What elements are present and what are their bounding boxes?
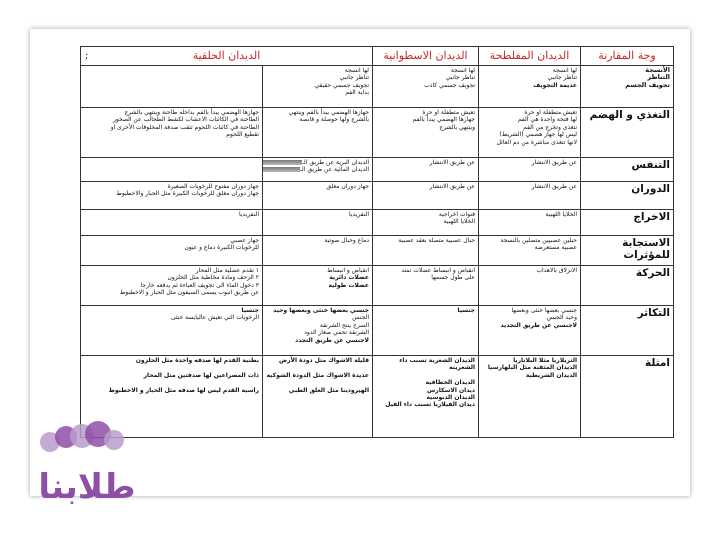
cell-round-excretion: قنوات اخراجية الخلايا اللهبية [373, 210, 479, 236]
cell-flat-examples: التريلاريا مثلا البلاناريا الديدان المثقبة مثل البلهارسيا الديدان الشريطية [479, 356, 581, 438]
row-label-feeding: التغذي و الهضم [581, 108, 674, 158]
cell-seg-breathing: الديدان البرية عن طريق الـ الديدان المائية عن طريق الـ [263, 158, 373, 182]
cell-extra-excretion: النفريديا [81, 210, 263, 236]
stray-mark: ; [85, 50, 89, 61]
table-row [81, 210, 674, 236]
cell-round-response: حبال عصبية متصلة بعقد عصبية [373, 236, 479, 266]
cell-extra-response: جهاز عصبي للرخويات الكبيرة دماغ و عيون [81, 236, 263, 266]
table-row [81, 182, 674, 210]
row-label-breathing: التنفس [581, 158, 674, 182]
cell-seg-examples: قليلة الاشواك مثل دودة الأرض عديدة الاشواك مثل الدودة الشوكيه الهيرودينا مثل العلق الطبي [263, 356, 373, 438]
cell-flat-movement: الانزلاق بالاهداب [479, 266, 581, 306]
redacted-bar [263, 167, 301, 172]
row-label-examples: امثلة [581, 356, 674, 438]
cell-extra-examples: بطنية القدم لها صدفه واحدة مثل الحلزون ذات المصراعين لها صدفتين مثل المحار راسية القدم ليس لها صدفه مثل الحبار و الاخطبوط [81, 356, 263, 438]
cell-seg-tissues: لها انسجة تناظر جانبي تجويف جسمي حقيقي بداية الفم [263, 66, 373, 108]
logo-text: طلابنا [38, 467, 136, 507]
cell-round-examples: الديدان الشعرية تسبب داء الشعرينه الديدان الخطافية ديدان الاسكارس الديدان الدبوسية ديدان الفيلاريا تسبب داء الفيل [373, 356, 479, 438]
header-flatworms: الديدان المفلطحة [479, 47, 581, 66]
header-segmented: الديدان الحلقية ; [81, 47, 373, 66]
cell-round-breathing: عن طريق الانتشار [373, 158, 479, 182]
cell-extra-tissues [81, 66, 263, 108]
cell-seg-response: دماغ وحبال صوتية [263, 236, 373, 266]
row-label-excretion: الاخراج [581, 210, 674, 236]
comparison-table [80, 46, 674, 438]
table-row [81, 356, 674, 438]
table-row [81, 158, 674, 182]
cell-round-feeding: تعيش متطفلة او حرة جهازها الهضمي يبدأ بالفم وينتهي بالشرج [373, 108, 479, 158]
cell-extra-breathing [81, 158, 263, 182]
cell-flat-reproduction: جنسي بعضها خنثى وبعضها وحيد الجنس لاجنسي عن طريق التجديد [479, 306, 581, 356]
cell-flat-excretion: الخلايا اللهبية [479, 210, 581, 236]
cell-extra-feeding: جهازها الهضمي يبدأ بالفم بداخله طاحنة وينتهي بالشرج الطاحنة في الكائنات الاعشاب لكشط الطحالب عن الصخور الطاحنة في كائنات اللحوم تثقب صدفة المخلوقات الأخرى او تقطيع اللحوم [81, 108, 263, 158]
tullabuna-logo [22, 420, 152, 515]
cell-flat-response: حبلين عصبيين متصلين بالنسجة عصبية مستعرضة [479, 236, 581, 266]
cell-round-reproduction: جنسيا [373, 306, 479, 356]
cell-seg-feeding: جهازها الهضمي يبدأ بالفم وينتهي بالشرج ولها حوصلة و قانصة [263, 108, 373, 158]
table-header-row [81, 47, 674, 66]
cell-extra-circulation: جهاز دوران مفتوح للرخويات الصغيرة جهاز دوران مغلق للرخويات الكبيرة مثل الحبار والاخطبوط [81, 182, 263, 210]
row-label-tissues: الأنسجة التناظر تجويف الجسم [581, 66, 674, 108]
cell-flat-breathing: عن طريق الانتشار [479, 158, 581, 182]
cell-seg-movement: انقباض و انبساط عضلات دائرية عضلات طولية [263, 266, 373, 306]
cell-seg-circulation: جهاز دوران مغلق [263, 182, 373, 210]
table-row [81, 306, 674, 356]
row-label-reproduction: التكاثر [581, 306, 674, 356]
logo-bubbles [40, 421, 124, 452]
table-row [81, 66, 674, 108]
cell-round-movement: انقباض و انبساط عضلات تمتد على طول جسمها [373, 266, 479, 306]
cell-round-circulation: عن طريق الانتشار [373, 182, 479, 210]
row-label-response: الاستجابة للمؤثرات [581, 236, 674, 266]
cell-flat-tissues: لها انسجة تناظر جانبي عديمة التجويف [479, 66, 581, 108]
redacted-bar [263, 160, 303, 165]
cell-seg-reproduction: جنسي بعضها خنثى وبعضها وحيد الجنس السرج ينتج الشرنقة الشرنقة تحمي صغار الدود لاجنسي عن طريق التجدد [263, 306, 373, 356]
cell-seg-excretion: النفريديا [263, 210, 373, 236]
row-label-movement: الحركة [581, 266, 674, 306]
cell-extra-reproduction: جنسيا الرخويات التي تعيش عاليابسة خنثى [81, 306, 263, 356]
header-criterion: وجة المقارنة [581, 47, 674, 66]
row-label-circulation: الدوران [581, 182, 674, 210]
table-row [81, 236, 674, 266]
table-row [81, 266, 674, 306]
cell-flat-feeding: تعيش متطفلة او حرة لها فتحة واحدة هي الفم تتغذى وتخرج من الفم ليس لها جهاز هضمي (الشريط) لانها تتغذى مباشرة من دم العائل [479, 108, 581, 158]
header-roundworms: الديدان الاسطوانية [373, 47, 479, 66]
cell-flat-circulation: عن طريق الانتشار [479, 182, 581, 210]
table-row [81, 108, 674, 158]
cell-round-tissues: لها انسجة تناظر جانبي تجويف جسمي كاذب [373, 66, 479, 108]
cell-extra-movement: ١ تقدم عضلية مثل المحار ٢ الزحف ومادة مخاطية مثل الحلزون ٣ دخول الماء الى تجويف العباءة ثم يدفعه خارجا عن طريق انبوب يسمى السيفون مثل الحبار و الاخطبوط [81, 266, 263, 306]
